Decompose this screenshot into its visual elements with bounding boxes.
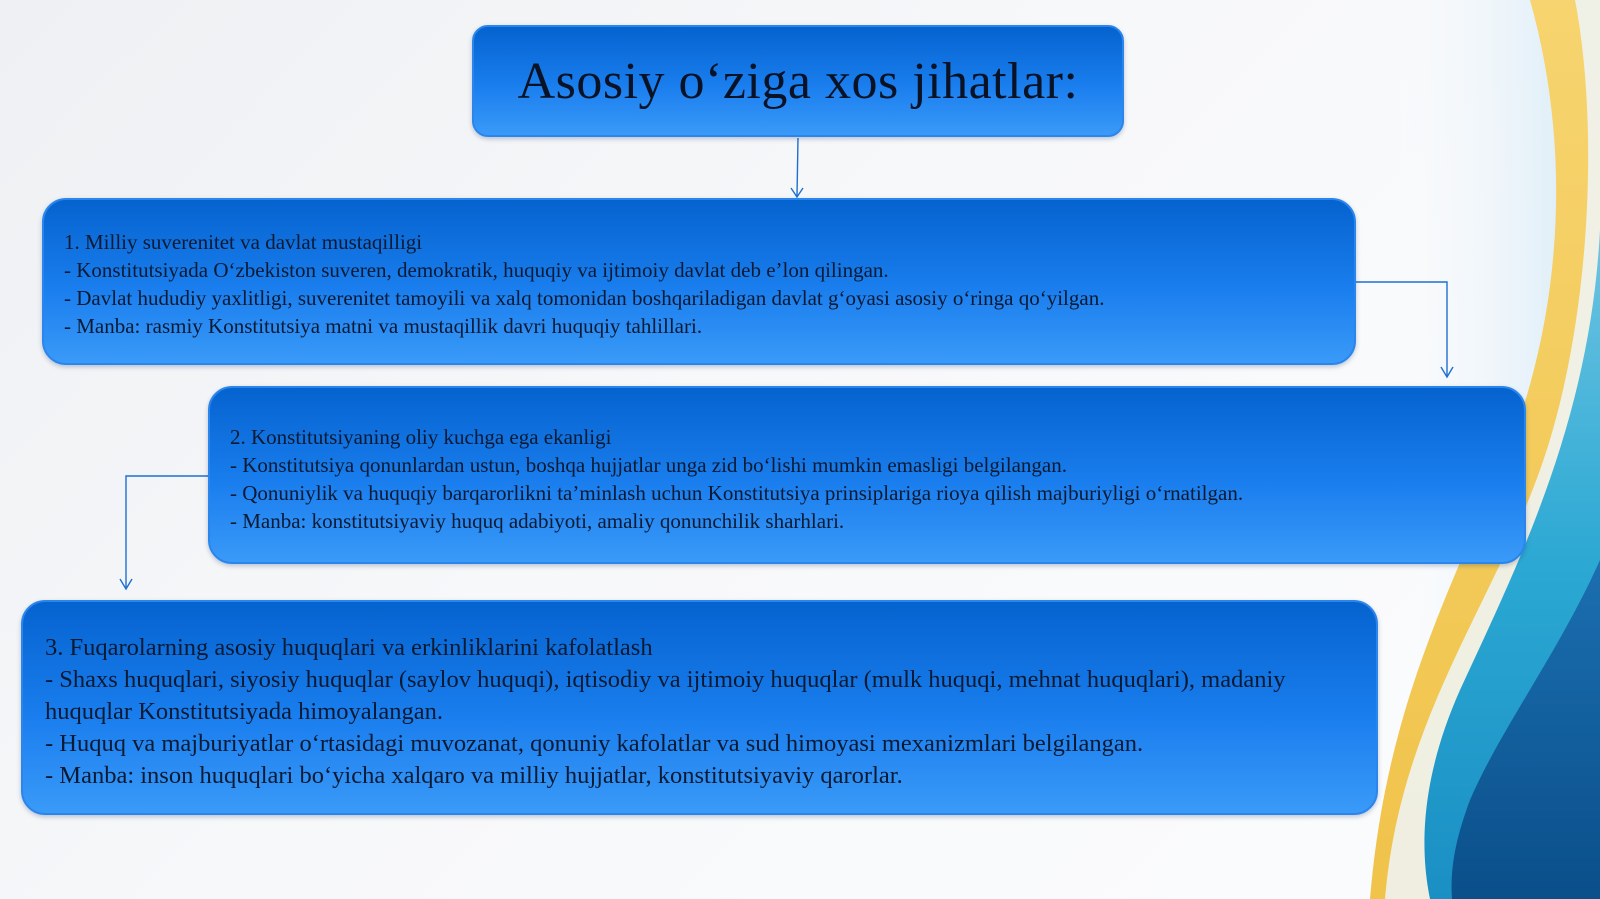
block-line: - Manba: rasmiy Konstitutsiya matni va mustaqillik davri huquqiy tahlillari. xyxy=(64,314,703,338)
slide-title: Asosiy o‘ziga xos jihatlar: xyxy=(517,52,1079,110)
feature-block-2 xyxy=(208,386,1526,564)
block-line: - Huquq va majburiyatlar o‘rtasidagi muvozanat, qonuniy kafolatlar va sud himoyasi mexanizmlari belgilangan. xyxy=(45,730,1144,757)
block-heading: 3. Fuqarolarning asosiy huquqlari va erkinliklarini kafolatlash xyxy=(45,634,653,661)
block-heading: 2. Konstitutsiyaning oliy kuchga ega ekanligi xyxy=(230,425,612,449)
block-line: - Konstitutsiyada O‘zbekiston suveren, demokratik, huquqiy va ijtimoiy davlat deb e’lon qilingan. xyxy=(64,258,889,282)
block-line: - Konstitutsiya qonunlardan ustun, boshqa hujjatlar unga zid bo‘lishi mumkin emasligi belgilangan. xyxy=(230,453,1067,477)
block-line: - Manba: inson huquqlari bo‘yicha xalqaro va milliy hujjatlar, konstitutsiyaviy qarorlar. xyxy=(45,762,903,789)
feature-block-3 xyxy=(21,600,1378,815)
title-box xyxy=(472,25,1124,137)
block-line: - Qonuniylik va huquqiy barqarorlikni ta’minlash uchun Konstitutsiya prinsiplariga rioya qilish majburiyligi o‘rnatilgan. xyxy=(230,481,1244,505)
block-line: - Davlat hududiy yaxlitligi, suverenitet tamoyili va xalq tomonidan boshqariladigan davlat g‘oyasi asosiy o‘ringa qo‘yilgan. xyxy=(64,286,1105,310)
block-line: - Manba: konstitutsiyaviy huquq adabiyoti, amaliy qonunchilik sharhlari. xyxy=(230,509,845,533)
feature-block-1 xyxy=(42,198,1356,365)
block-line: - Shaxs huquqlari, siyosiy huquqlar (saylov huquqi), iqtisodiy va ijtimoiy huquqlar (mulk huquqi, mehnat huquqlari), madaniy huquqlar Konstitutsiyada himoyalangan. xyxy=(45,666,1286,725)
block-heading: 1. Milliy suverenitet va davlat mustaqilligi xyxy=(64,230,423,254)
